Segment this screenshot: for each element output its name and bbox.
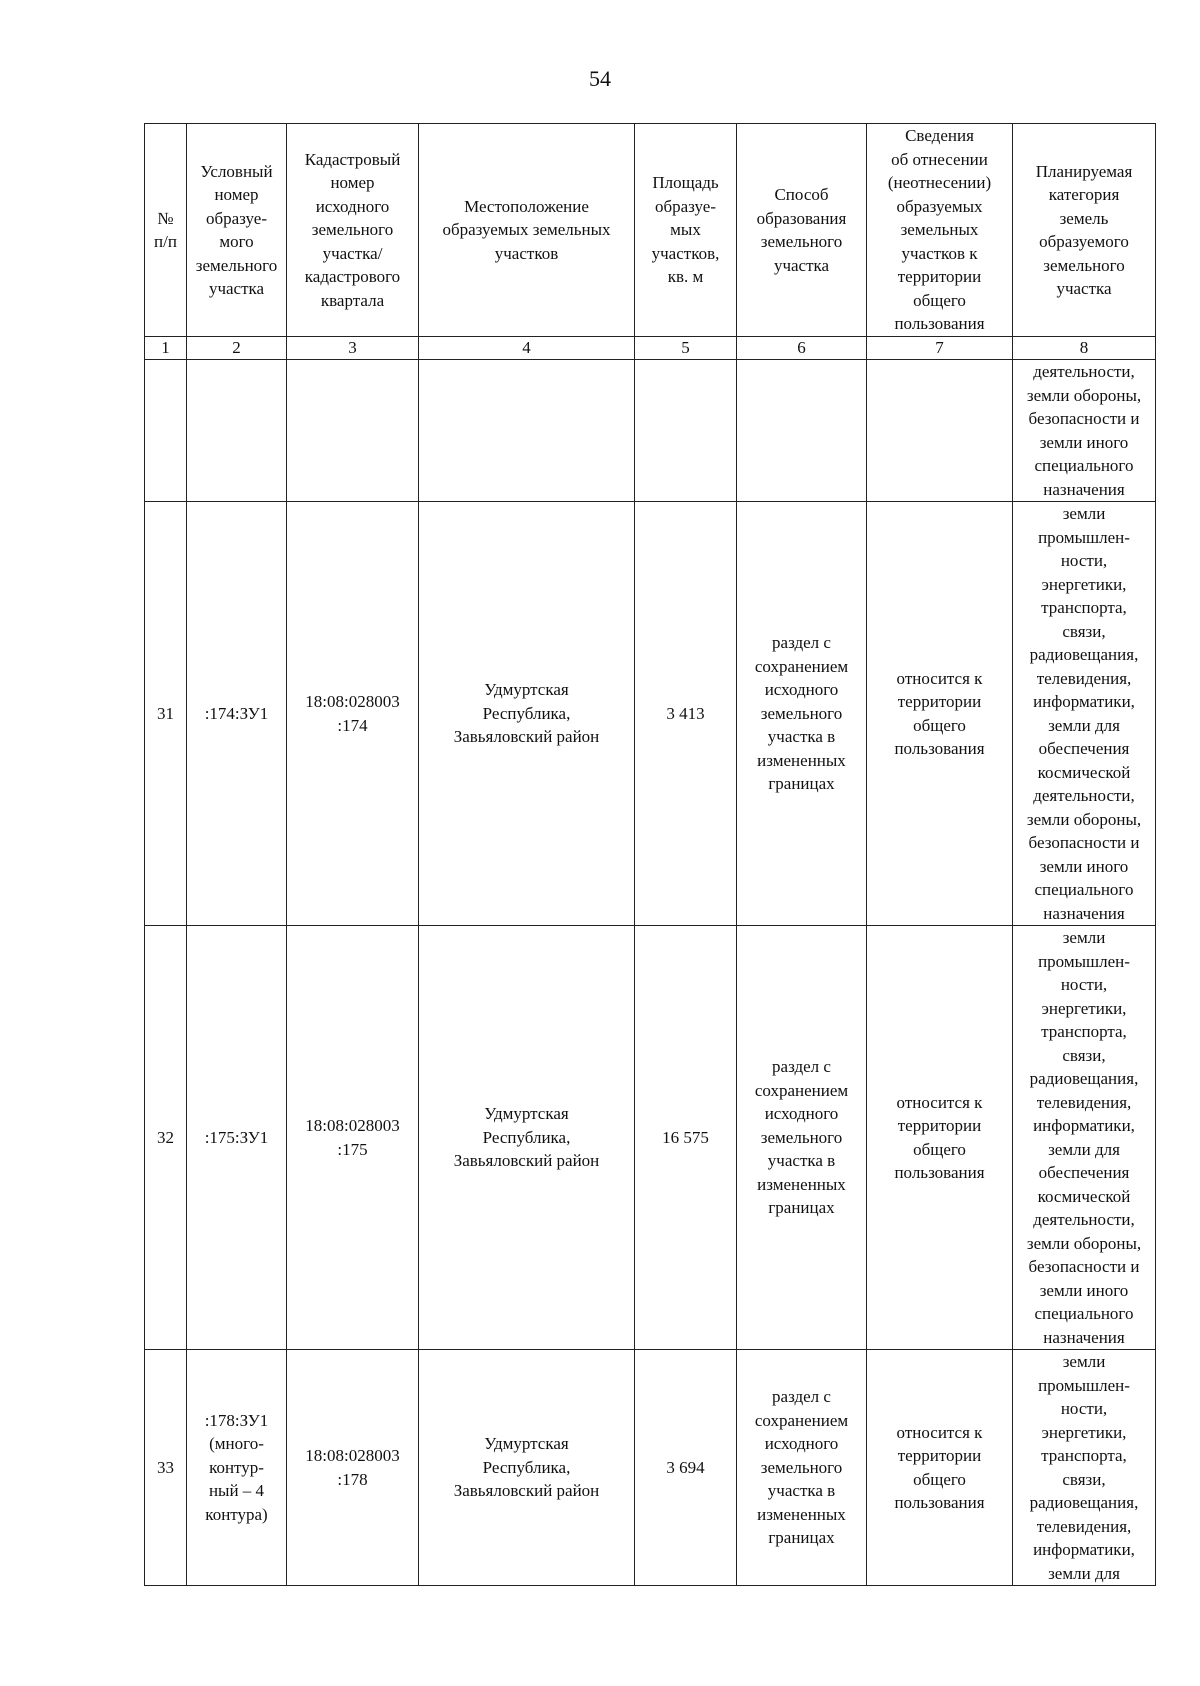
column-number: 7 [867, 337, 1013, 360]
column-number-row [145, 337, 1156, 360]
table-row [145, 1350, 1156, 1586]
cadastral-number-cell: 18:08:028003 :174 [287, 502, 419, 926]
area-cell: 16 575 [635, 926, 737, 1350]
area-cell: 3 413 [635, 502, 737, 926]
table-cell [287, 360, 419, 502]
header-cadastral-number: Кадастровый номер исходного земельного участка/ кадастрового квартала [287, 124, 419, 337]
public-use-cell: относится к территории общего пользования [867, 926, 1013, 1350]
column-number: 1 [145, 337, 187, 360]
continuation-row [145, 360, 1156, 502]
header-row [145, 124, 1156, 337]
area-cell: 3 694 [635, 1350, 737, 1586]
table-cell [867, 360, 1013, 502]
land-category-cell: земли промышлен- ности, энергетики, транспорта, связи, радиовещания, телевидения, информатики, земли для [1013, 1350, 1156, 1586]
row-number-cell: 31 [145, 502, 187, 926]
table-cell [419, 360, 635, 502]
table-cell [187, 360, 287, 502]
formation-method-cell: раздел с сохранением исходного земельного участка в измененных границах [737, 926, 867, 1350]
column-number: 4 [419, 337, 635, 360]
row-number-cell: 32 [145, 926, 187, 1350]
column-number: 6 [737, 337, 867, 360]
location-cell: Удмуртская Республика, Завьяловский район [419, 926, 635, 1350]
header-row-number: № п/п [145, 124, 187, 337]
table-row [145, 502, 1156, 926]
row-number-cell: 33 [145, 1350, 187, 1586]
header-public-use: Сведения об отнесении (неотнесении) образуемых земельных участков к территории общего пользования [867, 124, 1013, 337]
land-category-cell: земли промышлен- ности, энергетики, транспорта, связи, радиовещания, телевидения, информатики, земли для обеспечения космической деятельности, земли обороны, безопасности и земли иного специального назначения [1013, 502, 1156, 926]
cadastral-number-cell: 18:08:028003 :178 [287, 1350, 419, 1586]
location-cell: Удмуртская Республика, Завьяловский район [419, 502, 635, 926]
formation-method-cell: раздел с сохранением исходного земельного участка в измененных границах [737, 502, 867, 926]
header-location: Местоположение образуемых земельных участков [419, 124, 635, 337]
table-cell [145, 360, 187, 502]
public-use-cell: относится к территории общего пользования [867, 502, 1013, 926]
column-number: 5 [635, 337, 737, 360]
table-row [145, 926, 1156, 1350]
table-cell [737, 360, 867, 502]
land-category-cell: деятельности, земли обороны, безопасности и земли иного специального назначения [1013, 360, 1156, 502]
column-number: 8 [1013, 337, 1156, 360]
table-cell [635, 360, 737, 502]
header-formation-method: Способ образования земельного участка [737, 124, 867, 337]
formation-method-cell: раздел с сохранением исходного земельного участка в измененных границах [737, 1350, 867, 1586]
plot-id-cell: :178:ЗУ1 (много- контур- ный – 4 контура) [187, 1350, 287, 1586]
header-plot-id: Условный номер образуе- мого земельного участка [187, 124, 287, 337]
land-plots-table [144, 123, 1156, 1586]
land-category-cell: земли промышлен- ности, энергетики, транспорта, связи, радиовещания, телевидения, информатики, земли для обеспечения космической деятельности, земли обороны, безопасности и земли иного специального назначения [1013, 926, 1156, 1350]
header-land-category: Планируемая категория земель образуемого земельного участка [1013, 124, 1156, 337]
column-number: 2 [187, 337, 287, 360]
header-area: Площадь образуе- мых участков, кв. м [635, 124, 737, 337]
cadastral-number-cell: 18:08:028003 :175 [287, 926, 419, 1350]
public-use-cell: относится к территории общего пользования [867, 1350, 1013, 1586]
page-number: 54 [589, 66, 611, 91]
column-number: 3 [287, 337, 419, 360]
location-cell: Удмуртская Республика, Завьяловский район [419, 1350, 635, 1586]
plot-id-cell: :175:ЗУ1 [187, 926, 287, 1350]
plot-id-cell: :174:ЗУ1 [187, 502, 287, 926]
